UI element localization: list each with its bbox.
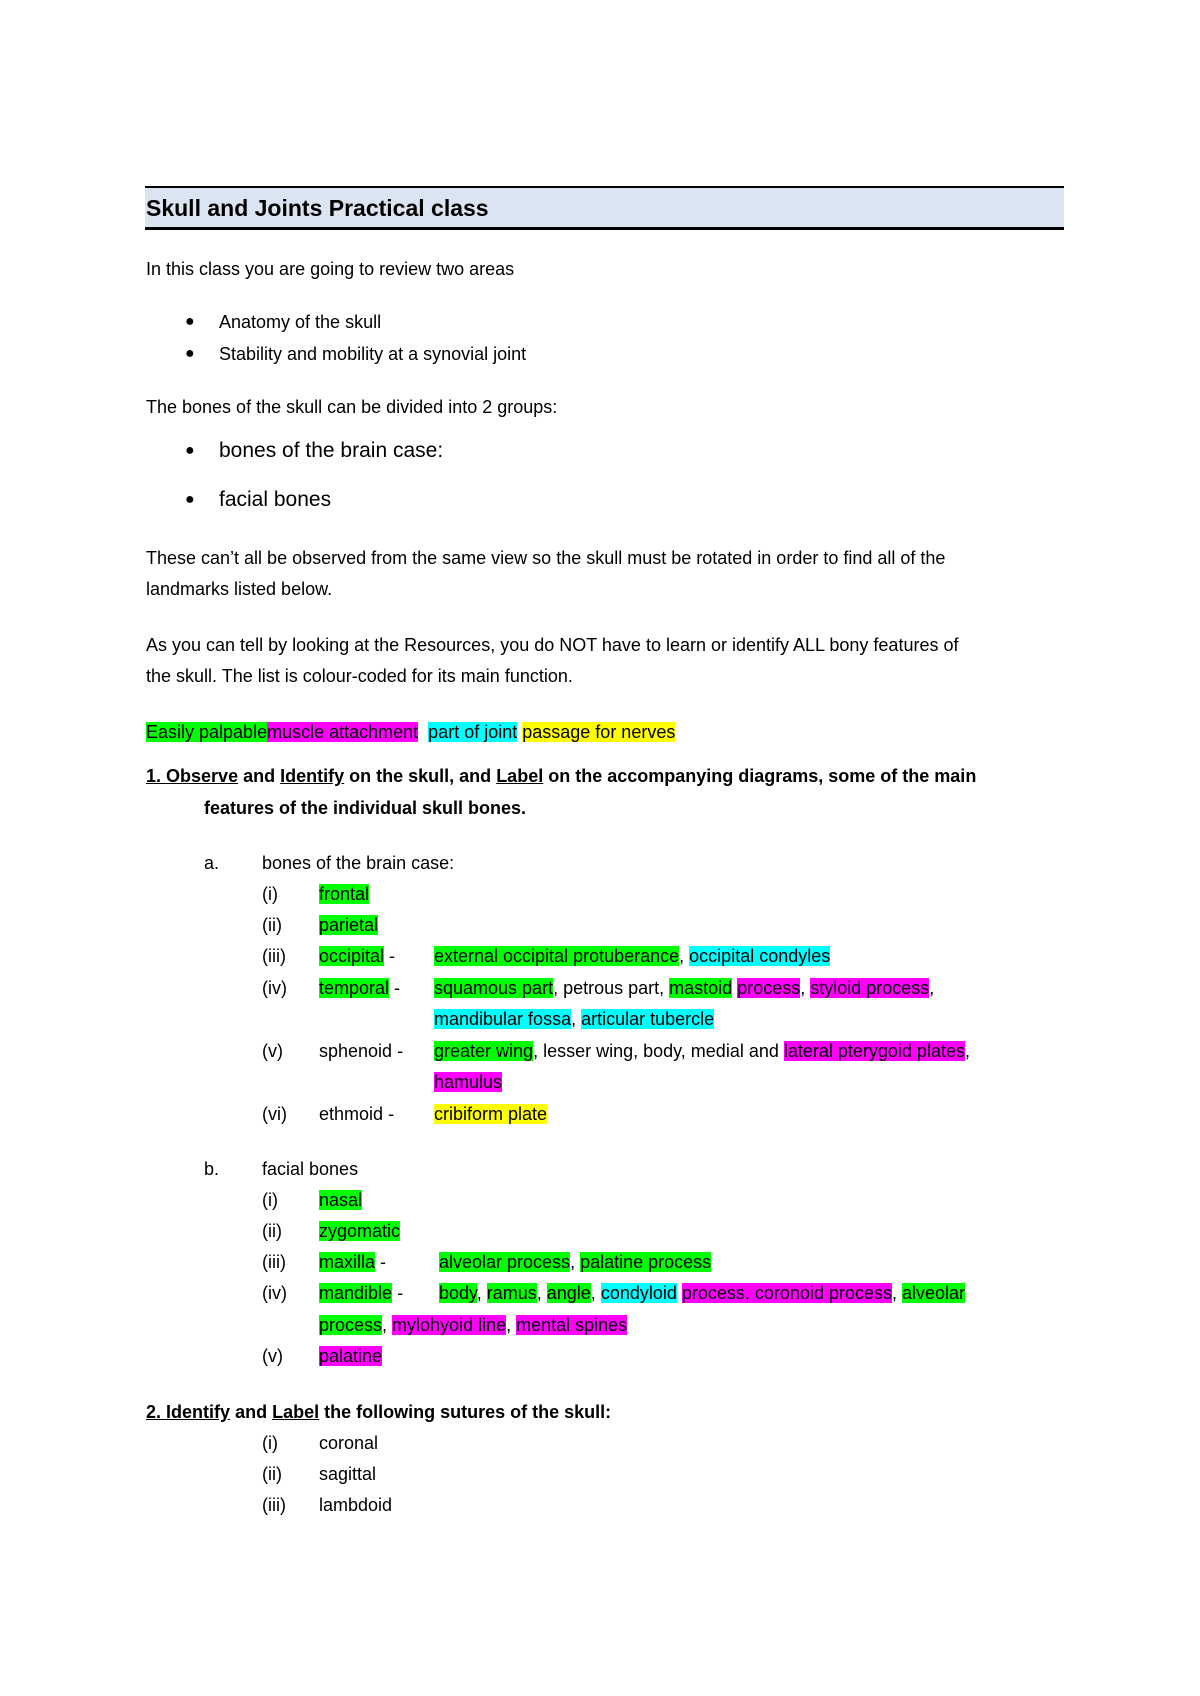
bone-features: body, ramus, angle, condyloid process, coronoid process, alveolar bbox=[439, 1283, 966, 1303]
intro-text: In this class you are going to review two areas bbox=[146, 259, 515, 279]
paragraph-line: As you can tell by looking at the Resources, you do NOT have to learn or identify ALL bony features of bbox=[146, 635, 959, 655]
section-heading: bones of the brain case: bbox=[262, 853, 455, 873]
item-num: (iii) bbox=[262, 946, 286, 966]
item-num: (v) bbox=[262, 1346, 283, 1366]
bone-features: squamous part, petrous part, mastoid process, styloid process, bbox=[434, 978, 935, 998]
bone-features: greater wing, lesser wing, body, medial and lateral pterygoid plates, bbox=[434, 1041, 970, 1061]
bullet-icon: ● bbox=[185, 345, 195, 362]
item-num: (ii) bbox=[262, 1221, 282, 1241]
question-1: 1. Observe and Identify on the skull, and Label on the accompanying diagrams, some of the main bbox=[146, 766, 977, 786]
legend-palpable: Easily palpable bbox=[146, 722, 268, 742]
bone-name: temporal - bbox=[319, 978, 401, 998]
bone-features: cribiform plate bbox=[434, 1104, 548, 1124]
color-legend bbox=[146, 719, 675, 745]
bone-features-cont: mandibular fossa, articular tubercle bbox=[434, 1009, 715, 1029]
page-title: Skull and Joints Practical class bbox=[146, 195, 489, 221]
list-item: facial bones bbox=[219, 488, 332, 511]
item-num: (iv) bbox=[262, 1283, 287, 1303]
paragraph-line: landmarks listed below. bbox=[146, 579, 333, 599]
section-heading: facial bones bbox=[262, 1159, 359, 1179]
bone-name: ethmoid - bbox=[319, 1104, 395, 1124]
item-num: (vi) bbox=[262, 1104, 287, 1124]
list-item: Anatomy of the skull bbox=[219, 312, 382, 332]
legend-joint: part of joint bbox=[428, 722, 518, 742]
bone-features: external occipital protuberance, occipital condyles bbox=[434, 946, 831, 966]
question-1-cont: features of the individual skull bones. bbox=[204, 798, 527, 818]
item-num: (iv) bbox=[262, 978, 287, 998]
paragraph-line: the skull. The list is colour-coded for its main function. bbox=[146, 666, 573, 686]
item-num: (iii) bbox=[262, 1252, 286, 1272]
section-letter: b. bbox=[204, 1159, 220, 1179]
legend-nerves: passage for nerves bbox=[522, 722, 676, 742]
bone-name: nasal bbox=[319, 1190, 363, 1210]
bone-name: frontal bbox=[319, 884, 370, 904]
section-letter: a. bbox=[204, 853, 220, 873]
item-num: (ii) bbox=[262, 1464, 282, 1484]
groups-intro: The bones of the skull can be divided into 2 groups: bbox=[146, 397, 558, 417]
paragraph-line: These can’t all be observed from the same view so the skull must be rotated in order to find all of the bbox=[146, 548, 946, 568]
legend-muscle: muscle attachment bbox=[267, 722, 419, 742]
suture-name: coronal bbox=[319, 1433, 379, 1453]
bone-name: maxilla - bbox=[319, 1252, 387, 1272]
item-num: (v) bbox=[262, 1041, 283, 1061]
bone-name: zygomatic bbox=[319, 1221, 401, 1241]
bone-name: occipital - bbox=[319, 946, 396, 966]
bone-name: parietal bbox=[319, 915, 379, 935]
list-item: bones of the brain case: bbox=[219, 439, 444, 462]
bone-features: alveolar process, palatine process bbox=[439, 1252, 712, 1272]
bullet-icon: ● bbox=[185, 313, 195, 330]
bone-features-cont: process, mylohyoid line, mental spines bbox=[319, 1315, 628, 1335]
bone-name: palatine bbox=[319, 1346, 383, 1366]
question-2: 2. Identify and Label the following sutures of the skull: bbox=[146, 1402, 612, 1422]
item-num: (i) bbox=[262, 884, 278, 904]
bullet-icon: ● bbox=[185, 442, 195, 459]
bone-name: sphenoid - bbox=[319, 1041, 404, 1061]
bone-name: mandible - bbox=[319, 1283, 404, 1303]
item-num: (ii) bbox=[262, 915, 282, 935]
bone-features-cont: hamulus bbox=[434, 1072, 503, 1092]
bullet-icon: ● bbox=[185, 491, 195, 508]
item-num: (i) bbox=[262, 1190, 278, 1210]
item-num: (i) bbox=[262, 1433, 278, 1453]
list-item: Stability and mobility at a synovial joint bbox=[219, 344, 527, 364]
suture-name: lambdoid bbox=[319, 1495, 393, 1515]
suture-name: sagittal bbox=[319, 1464, 377, 1484]
item-num: (iii) bbox=[262, 1495, 286, 1515]
